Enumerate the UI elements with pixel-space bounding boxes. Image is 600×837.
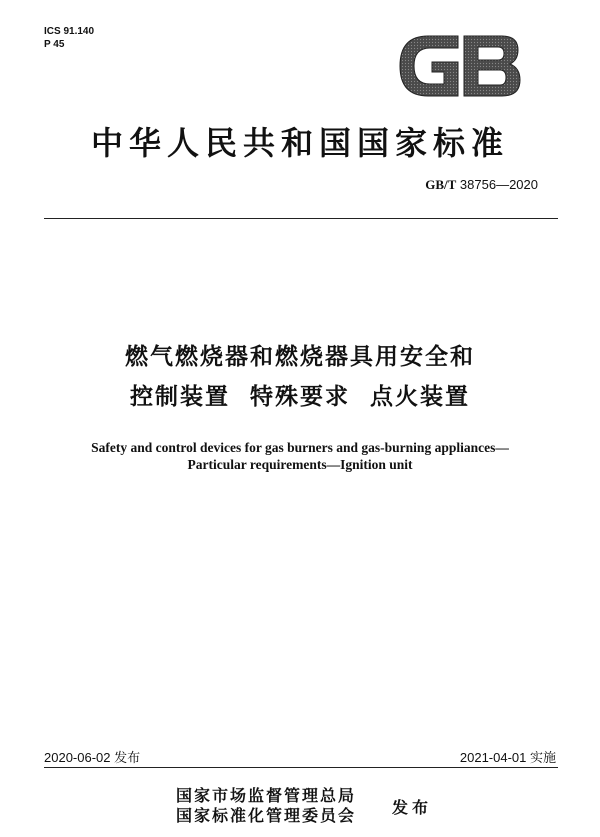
ics-code: ICS 91.140 [44,26,95,37]
standard-prefix: GB/T [425,177,457,192]
issue-date: 2020-06-02 发布 [44,750,141,765]
publisher-samr: 国家市场监督管理总局 [176,786,357,805]
chinese-title-line-1: 燃气燃烧器和燃烧器具用安全和 [125,344,475,370]
publish-label: 发布 [392,798,433,817]
english-title-line-2: Particular requirements—Ignition unit [187,457,413,472]
publisher-sac: 国家标准化管理委员会 [176,806,357,825]
english-title-line-1: Safety and control devices for gas burners and gas-burning appliances— [91,440,509,455]
standard-code: 38756—2020 [459,177,538,192]
gb-logo [398,32,522,100]
ccs-code: P 45 [44,39,65,50]
publishers [176,786,356,826]
standard-number [425,177,538,193]
implementation-date: 2021-04-01 实施 [459,750,556,765]
bottom-divider [44,767,558,768]
chinese-title-line-2: 控制装置 特殊要求 点火装置 [129,384,471,410]
country-standard-title: 中华人民共和国国家标准 [90,124,509,162]
classification-codes [44,25,94,51]
top-divider [44,218,558,219]
